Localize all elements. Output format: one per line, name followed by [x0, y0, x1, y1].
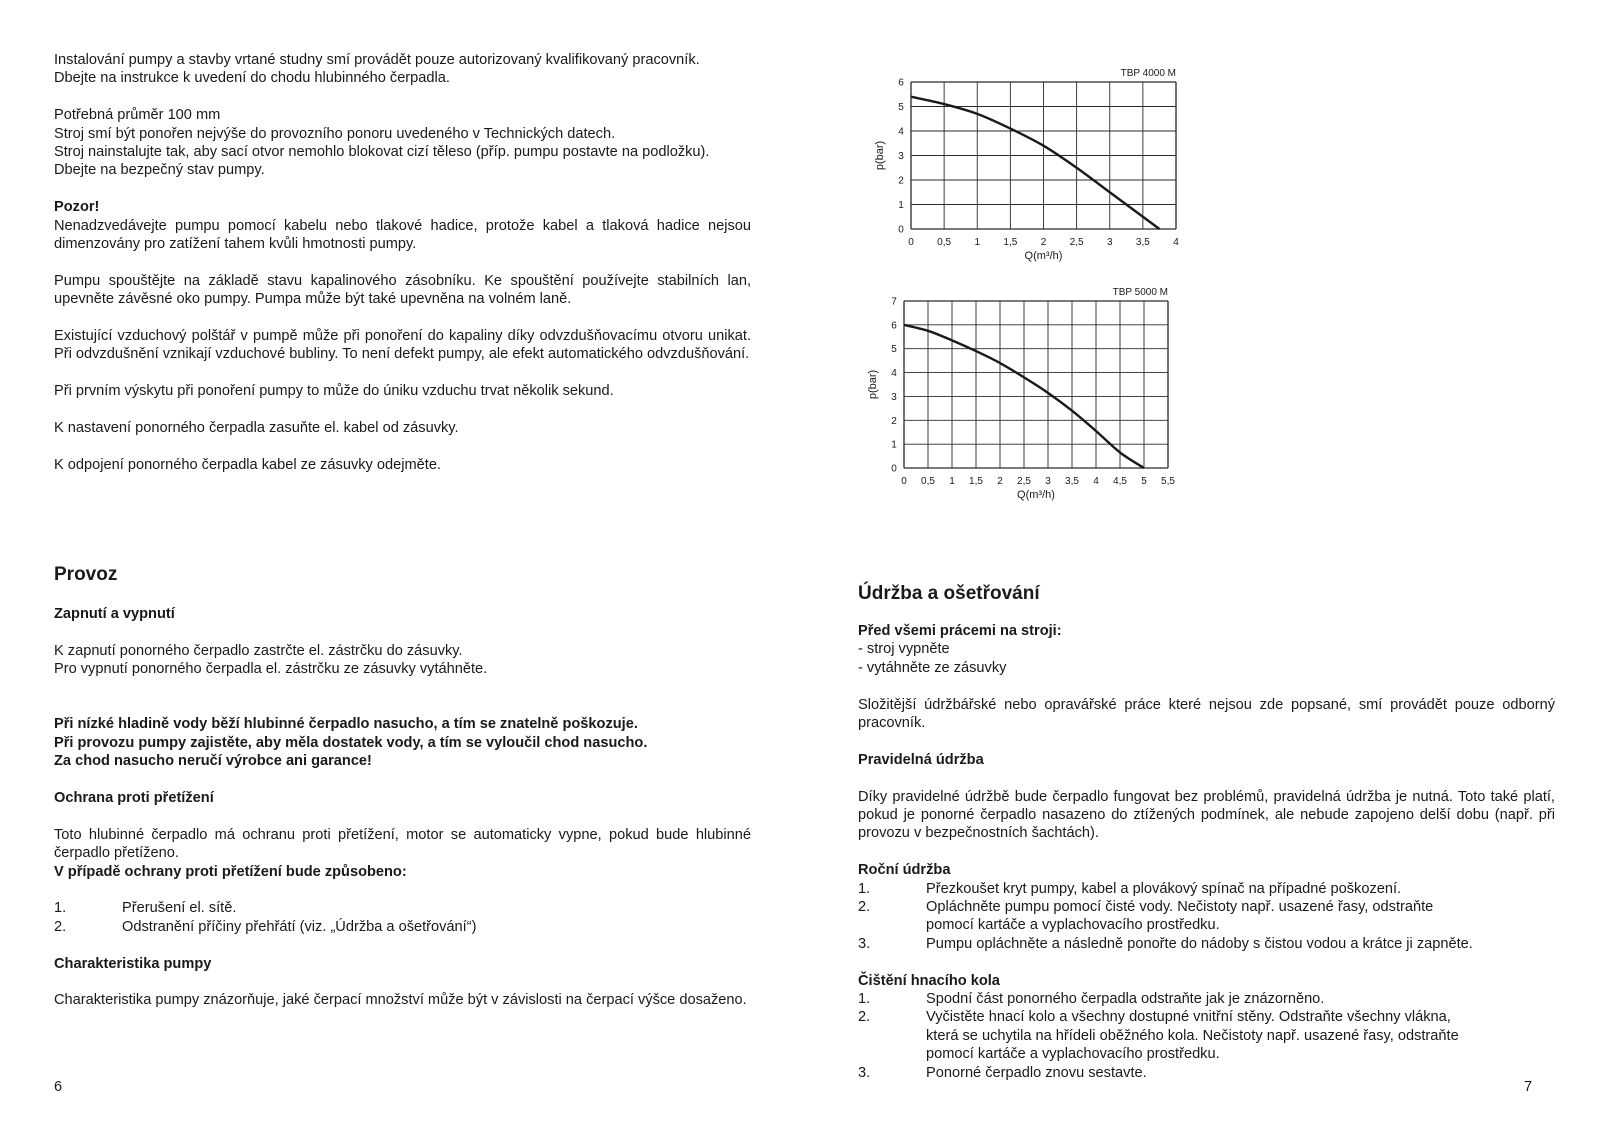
page-number-right: 7 [1524, 1079, 1533, 1095]
subheading: Před všemi prácemi na stroji: [858, 623, 1062, 639]
subheading: Roční údržba [858, 862, 951, 879]
x-tick-label: 2,5 [1017, 476, 1031, 487]
y-tick-label: 3 [891, 391, 897, 403]
list-text: která se uchytila na hřídeli oběžného kola. Nečistoty např. usazené řasy, odstraňte [926, 1027, 1459, 1044]
list-text: Přerušení el. sítě. [122, 900, 237, 917]
paragraph: Dbejte na instrukce k uvedení do chodu hlubinného čerpadla. [54, 70, 450, 87]
list-text: Opláchněte pumpu pomocí čisté vody. Nečistoty např. usazené řasy, odstraňte [926, 899, 1434, 916]
x-tick-label: 0 [901, 476, 907, 487]
x-tick-label: 4 [1173, 237, 1179, 248]
x-tick-label: 5,5 [1161, 476, 1175, 487]
x-tick-label: 3 [1106, 237, 1113, 248]
x-tick-label: 1,5 [969, 476, 983, 487]
paragraph: Potřebná průměr 100 mm [54, 107, 221, 124]
dash-item: - vytáhněte ze zásuvky [858, 659, 1007, 676]
x-tick-label: 3,5 [1065, 476, 1079, 487]
list-text: Pumpu opláchněte a následně ponořte do nádoby s čistou vodou a krátce ji zapněte. [926, 935, 1473, 952]
paragraph: Charakteristika pumpy znázorňuje, jaké čerpací množství může být v závislosti na čerpací výšce dosaženo. [54, 992, 747, 1009]
paragraph: Toto hlubinné čerpadlo má ochranu proti přetížení, motor se automaticky vypne, pokud bude hlubinné čerpadlo přetíženo. [54, 826, 751, 862]
warning-text: Nenadzvedávejte pumpu pomocí kabelu nebo tlakové hadice, protože kabel a tlaková hadice nejsou dimenzovány pro zatížení tahem kvůli hmotnosti pumpy. [54, 217, 751, 253]
x-tick-label: 2 [997, 476, 1003, 487]
list-number: 2. [858, 899, 871, 916]
y-axis-label: p(bar) [867, 369, 879, 400]
paragraph: Existující vzduchový polštář v pumpě může při ponoření do kapaliny díky odvzdušňovacímu otvoru unikat. Při odvzdušnění vznikají vzduchové bubliny. To není defekt pumpy, ale efekt automatického odvzdušňování. [54, 328, 751, 363]
y-tick-label: 3 [898, 151, 904, 162]
chart-title: TBP 5000 M [1112, 287, 1168, 298]
pump-curve-line [911, 97, 1159, 229]
paragraph: K zapnutí ponorného čerpadlo zastrčte el. zástrčku do zásuvky. [54, 642, 463, 659]
paragraph: Instalování pumpy a stavby vrtané studny smí provádět pouze autorizovaný kvalifikovaný pracovník. [54, 52, 700, 68]
paragraph-bold: V případě ochrany proti přetížení bude způsobeno: [54, 863, 407, 880]
subheading: Charakteristika pumpy [54, 955, 212, 972]
list-number: 2. [858, 1009, 871, 1026]
list-text: pomocí kartáče a vyplachovacího prostředku. [926, 1046, 1220, 1063]
y-tick-label: 6 [898, 77, 904, 89]
y-tick-label: 4 [898, 126, 904, 138]
y-tick-label: 0 [891, 463, 897, 475]
subheading: Ochrana proti přetížení [54, 790, 214, 806]
x-tick-label: 1 [974, 237, 981, 248]
x-tick-label: 0,5 [937, 237, 952, 248]
bold-warning: Při provozu pumpy zajistěte, aby měla dostatek vody, a tím se vyloučil chod nasucho. [54, 734, 648, 751]
x-tick-label: 3,5 [1135, 237, 1150, 248]
section-heading: Provoz [54, 564, 118, 585]
y-tick-label: 5 [898, 102, 904, 113]
paragraph: Pumpu spouštějte na základě stavu kapalinového zásobníku. Ke spouštění používejte stabilních lan, upevněte závěsné oko pumpy. Pumpa může být také upevněna na volném laně. [54, 272, 751, 308]
paragraph: Stroj smí být ponořen nejvýše do provozního ponoru uvedeného v Technických datech. [54, 125, 616, 142]
section-heading: Údržba a ošetřování [858, 583, 1040, 604]
bold-warning: Za chod nasucho neručí výrobce ani garance! [54, 753, 372, 770]
x-tick-label: 0 [908, 237, 914, 248]
warning-title: Pozor! [54, 199, 100, 216]
paragraph: K nastavení ponorného čerpadla zasuňte el. kabel od zásuvky. [54, 420, 459, 437]
paragraph: Dbejte na bezpečný stav pumpy. [54, 162, 265, 179]
y-tick-label: 0 [898, 224, 904, 236]
x-axis-label: Q(m³/h) [1024, 250, 1063, 262]
paragraph: Pro vypnutí ponorného čerpadla el. zástrčku ze zásuvky vytáhněte. [54, 661, 488, 678]
y-tick-label: 1 [898, 200, 904, 211]
x-tick-label: 1,5 [1003, 237, 1018, 248]
list-number: 3. [858, 1064, 871, 1081]
list-text: pomocí kartáče a vyplachovacího prostředku. [926, 917, 1220, 934]
x-tick-label: 0,5 [921, 476, 935, 487]
y-tick-label: 2 [898, 175, 904, 187]
bold-warning: Při nízké hladině vody běží hlubinné čerpadlo nasucho, a tím se znatelně poškozuje. [54, 716, 638, 733]
x-tick-label: 5 [1141, 476, 1147, 487]
subheading: Čištění hnacího kola [858, 972, 1000, 989]
list-number: 1. [54, 900, 67, 917]
y-tick-label: 5 [891, 344, 897, 356]
paragraph: Díky pravidelné údržbě bude čerpadlo fungovat bez problémů, pravidelná údržba je nutná. Toto také platí, pokud je ponorné čerpadlo nasazeno do ztížených podmínek, ale nebude zapojeno delší dobu (např. při provozu v bezpečnostních šachtách). [858, 788, 1555, 842]
paragraph: Při prvním výskytu při ponoření pumpy to může do úniku vzduchu trvat několik sekund. [54, 383, 614, 400]
paragraph: Stroj nainstalujte tak, aby sací otvor nemohlo blokovat cizí těleso (příp. pumpu postavte na podložku). [54, 144, 710, 161]
list-number: 1. [858, 991, 871, 1008]
x-tick-label: 4,5 [1113, 476, 1127, 487]
list-text: Spodní část ponorného čerpadla odstraňte jak je znázorněno. [926, 991, 1325, 1008]
dash-item: - stroj vypněte [858, 641, 950, 658]
x-tick-label: 1 [949, 476, 955, 487]
paragraph: K odpojení ponorného čerpadla kabel ze zásuvky odejměte. [54, 456, 441, 473]
x-tick-label: 3 [1045, 476, 1051, 487]
list-text: Přezkoušet kryt pumpy, kabel a plovákový spínač na případné poškození. [926, 880, 1402, 897]
y-axis-label: p(bar) [874, 140, 886, 171]
page-number-left: 6 [54, 1079, 63, 1095]
x-tick-label: 4 [1093, 476, 1099, 487]
chart-title: TBP 4000 M [1120, 68, 1176, 79]
list-text: Odstranění příčiny přehřátí (viz. „Údržba a ošetřování“) [122, 918, 477, 935]
subheading: Pravidelná údržba [858, 751, 984, 768]
list-number: 2. [54, 918, 67, 935]
y-tick-label: 4 [891, 368, 897, 380]
list-number: 3. [858, 935, 871, 952]
y-tick-label: 1 [891, 439, 897, 451]
list-number: 1. [858, 880, 871, 897]
x-tick-label: 2,5 [1069, 237, 1084, 248]
y-tick-label: 6 [891, 320, 897, 332]
y-tick-label: 7 [891, 296, 897, 308]
paragraph: Složitější údržbářské nebo opravářské práce které nejsou zde popsané, smí provádět pouze odborný pracovník. [858, 696, 1555, 732]
y-tick-label: 2 [891, 415, 897, 427]
list-text: Vyčistěte hnací kolo a všechny dostupné vnitřní stěny. Odstraňte všechny vlákna, [926, 1009, 1451, 1026]
list-text: Ponorné čerpadlo znovu sestavte. [926, 1064, 1147, 1081]
x-axis-label: Q(m³/h) [1017, 489, 1055, 501]
subheading: Zapnutí a vypnutí [54, 606, 175, 622]
x-tick-label: 2 [1040, 237, 1047, 248]
